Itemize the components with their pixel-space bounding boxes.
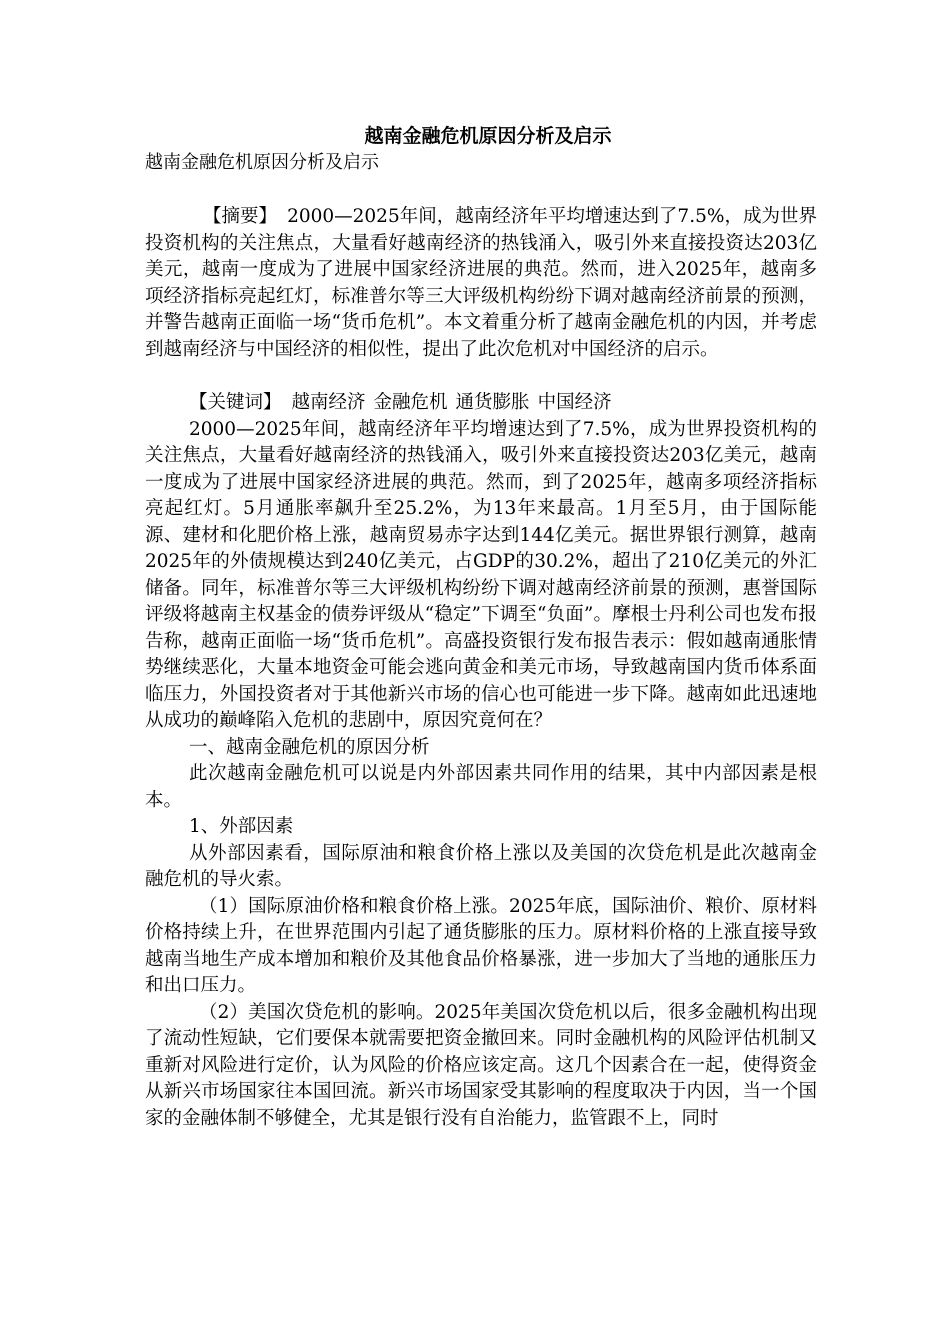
body-paragraph: 此次越南金融危机可以说是内外部因素共同作用的结果，其中内部因素是根本。 bbox=[145, 763, 817, 811]
body-paragraph: 2000—2025年间，越南经济年平均增速达到了7.5%，成为世界投资机构的关注焦点，大量看好越南经济的热钱涌入，吸引外来直接投资达203亿美元，越南一度成为了进展中国家经济进展的典范。然而，到了2025年，越南多项经济指标亮起红灯。5月通胀率飙升至25.2%，为13年来最高。1月至5月，由于国际能源、建材和化肥价格上涨，越南贸易赤字达到144亿美元。据世界银行测算，越南2025年的外债规模达到240亿美元，占GDP的30.2%，超出了210亿美元的外汇储备。同年，标准普尔等三大评级机构纷纷下调对越南经济前景的预测，惠誉国际评级将越南主权基金的债券评级从“稳定”下调至“负面”。摩根士丹利公司也发布报告称，越南正面临一场“货币危机”。高盛投资银行发布报告表示：假如越南通胀情势继续恶化，大量本地资金可能会逃向黄金和美元市场，导致越南国内货币体系面临压力，外国投资者对于其他新兴市场的信心也可能进一步下降。越南如此迅速地从成功的巅峰陷入危机的悲剧中，原因究竟何在？ bbox=[145, 418, 817, 731]
abstract-paragraph bbox=[145, 204, 817, 363]
section-heading: 一、越南金融危机的原因分析 bbox=[189, 736, 430, 758]
keyword: 越南经济 bbox=[291, 392, 366, 413]
keywords-label: 【关键词】 bbox=[189, 392, 282, 413]
document-subtitle: 越南金融危机原因分析及启示 bbox=[145, 152, 379, 173]
keyword: 金融危机 bbox=[373, 392, 448, 413]
abstract-text: 2000—2025年间，越南经济年平均增速达到了7.5%，成为世界投资机构的关注焦点，大量看好越南经济的热钱涌入，吸引外来直接投资达203亿美元，越南一度成为了进展中国家经济进展的典范。然而，进入2025年，越南多项经济指标亮起红灯，标准普尔等三大评级机构纷纷下调对越南经济前景的预测，并警告越南正面临一场“货币危机”。本文着重分析了越南金融危机的内因，并考虑到越南经济与中国经济的相似性，提出了此次危机对中国经济的启示。 bbox=[145, 206, 817, 360]
keywords-line bbox=[145, 390, 817, 417]
body-paragraph: 从外部因素看，国际原油和粮食价格上涨以及美国的次贷危机是此次越南金融危机的导火索。 bbox=[145, 842, 817, 890]
subsection-heading: 1、外部因素 bbox=[189, 816, 294, 837]
keyword: 通货膨胀 bbox=[455, 392, 530, 413]
document-title: 越南金融危机原因分析及启示 bbox=[364, 125, 612, 147]
body-paragraph: （2）美国次贷危机的影响。2025年美国次贷危机以后，很多金融机构出现了流动性短缺，它们要保本就需要把资金撤回来。同时金融机构的风险评估机制又重新对风险进行定价，认为风险的价格应该定高。这几个因素合在一起，使得资金从新兴市场国家往本国回流。新兴市场国家受其影响的程度取决于内因，当一个国家的金融体制不够健全，尤其是银行没有自治能力，监管跟不上，同时 bbox=[145, 1001, 817, 1129]
body-paragraph: （1）国际原油价格和粮食价格上涨。2025年底，国际油价、粮价、原材料价格持续上升，在世界范围内引起了通货膨胀的压力。原材料价格的上涨直接导致越南当地生产成本增加和粮价及其他食品价格暴涨，进一步加大了当地的通胀压力和出口压力。 bbox=[145, 895, 817, 996]
keyword: 中国经济 bbox=[537, 392, 612, 413]
abstract-label: 【摘要】 bbox=[203, 206, 278, 227]
document-page bbox=[145, 122, 817, 1132]
